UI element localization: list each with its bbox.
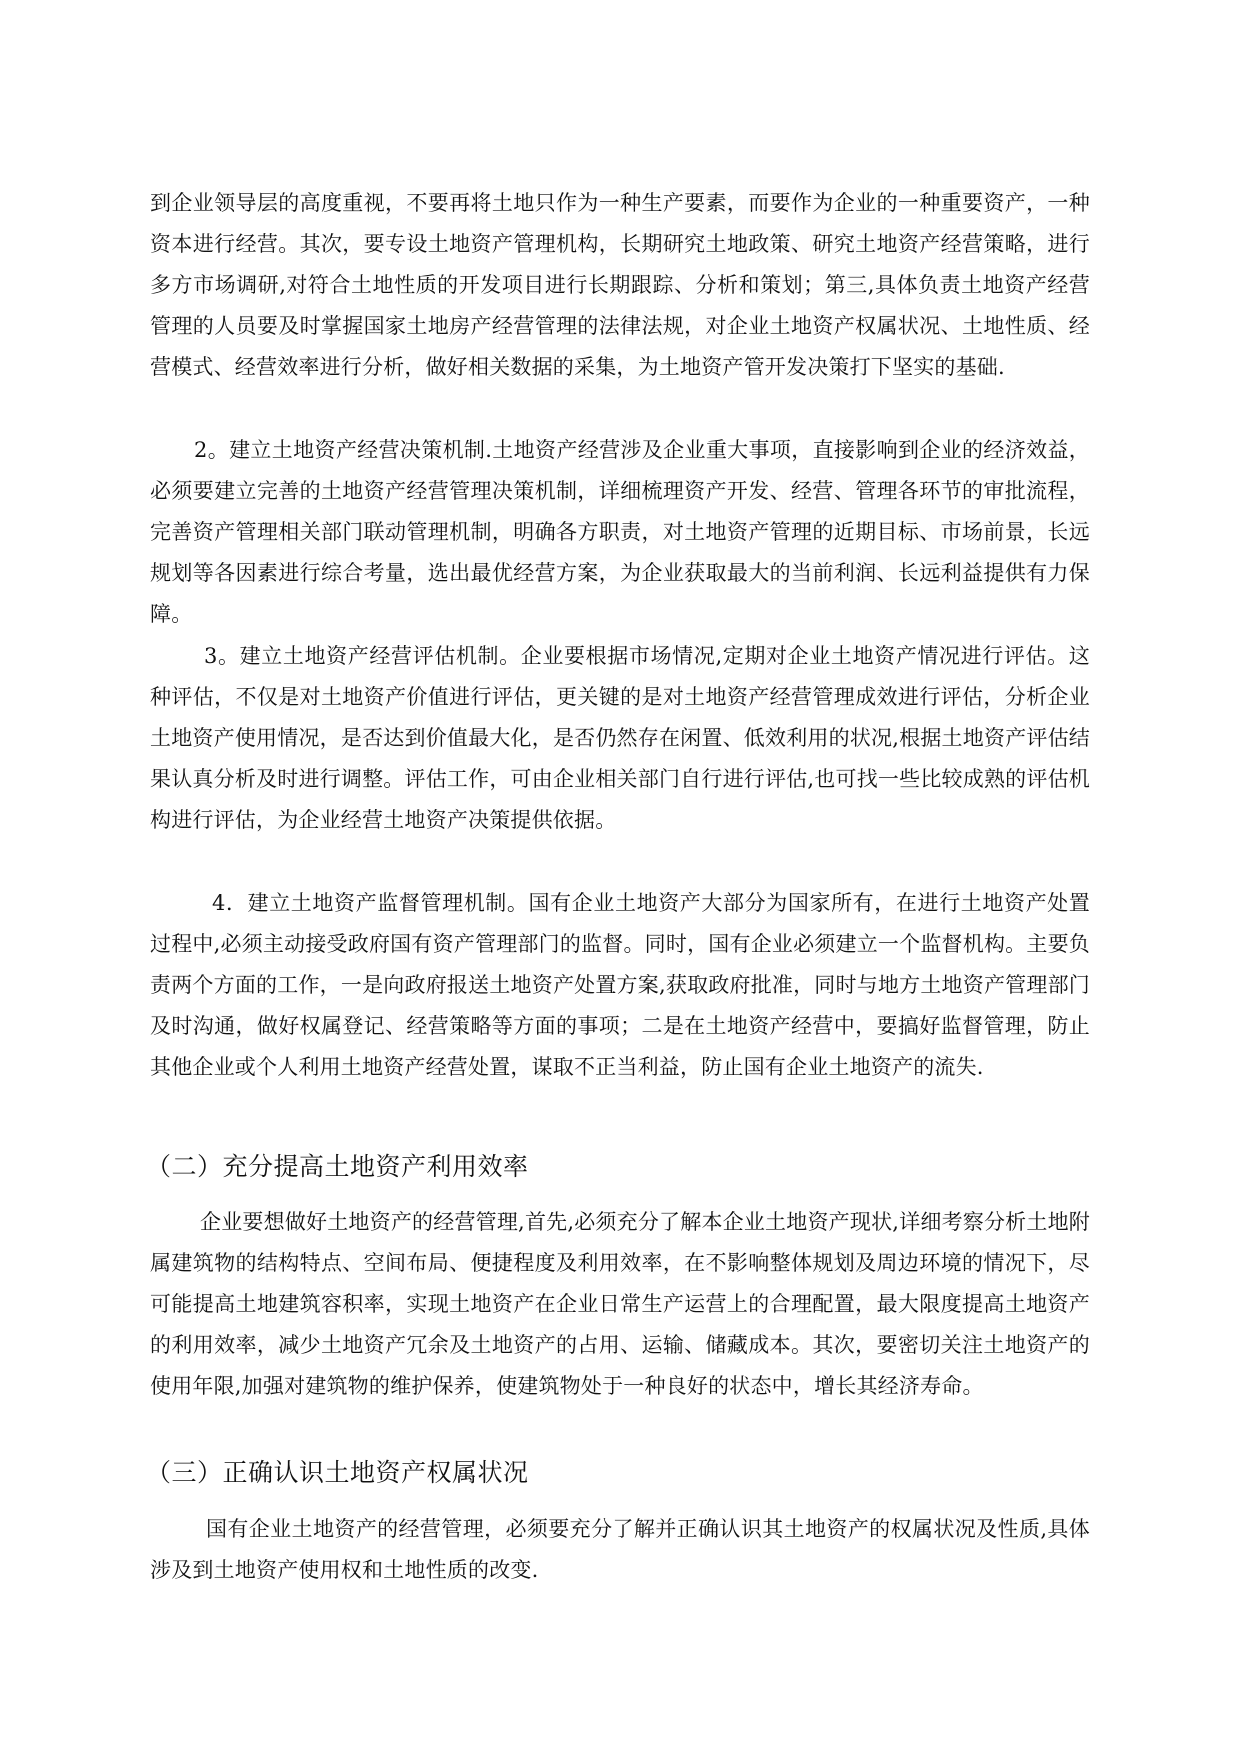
section-heading-3: （三）正确认识土地资产权属状况 [146, 1458, 529, 1487]
paragraph-continued: 到企业领导层的高度重视，不要再将土地只作为一种生产要素，而要作为企业的一种重要资产，一种资本进行经营。其次，要专设土地资产管理机构，长期研究土地政策、研究土地资产经营策略，进行多方市场调研,对符合土地性质的开发项目进行长期跟踪、分析和策划；第三,具体负责土地资产经营管理的人员要及时掌握国家土地房产经营管理的法律法规，对企业土地资产权属状况、土地性质、经营模式、经营效率进行分析，做好相关数据的采集，为土地资产管开发决策打下坚实的基础. [150, 191, 1090, 379]
paragraph-section-2: 企业要想做好土地资产的经营管理,首先,必须充分了解本企业土地资产现状,详细考察分析土地附属建筑物的结构特点、空间布局、便捷程度及利用效率，在不影响整体规划及周边环境的情况下，尽可能提高土地建筑容积率，实现土地资产在企业日常生产运营上的合理配置，最大限度提高土地资产的利用效率，减少土地资产冗余及土地资产的占用、运输、储藏成本。其次，要密切关注土地资产的使用年限,加强对建筑物的维护保养，使建筑物处于一种良好的状态中，增长其经济寿命。 [150, 1210, 1090, 1398]
section-heading-2: （二）充分提高土地资产利用效率 [146, 1152, 529, 1181]
paragraph-item-2: 2。建立土地资产经营决策机制.土地资产经营涉及企业重大事项，直接影响到企业的经济效益，必须要建立完善的土地资产经营管理决策机制，详细梳理资产开发、经营、管理各环节的审批流程，完善资产管理相关部门联动管理机制，明确各方职责，对土地资产管理的近期目标、市场前景，长远规划等各因素进行综合考量，选出最优经营方案，为企业获取最大的当前利润、长远利益提供有力保障。 [150, 438, 1090, 626]
paragraph-item-3: 3。建立土地资产经营评估机制。企业要根据市场情况,定期对企业土地资产情况进行评估。这种评估，不仅是对土地资产价值进行评估，更关键的是对土地资产经营管理成效进行评估，分析企业土地资产使用情况，是否达到价值最大化，是否仍然存在闲置、低效利用的状况,根据土地资产评估结果认真分析及时进行调整。评估工作，可由企业相关部门自行进行评估,也可找一些比较成熟的评估机构进行评估，为企业经营土地资产决策提供依据。 [150, 644, 1090, 832]
paragraph-section-3: 国有企业土地资产的经营管理，必须要充分了解并正确认识其土地资产的权属状况及性质,具体涉及到土地资产使用权和土地性质的改变. [150, 1517, 1090, 1582]
paragraph-item-4: 4．建立土地资产监督管理机制。国有企业土地资产大部分为国家所有，在进行土地资产处置过程中,必须主动接受政府国有资产管理部门的监督。同时，国有企业必须建立一个监督机构。主要负责两个方面的工作，一是向政府报送土地资产处置方案,获取政府批准，同时与地方土地资产管理部门及时沟通，做好权属登记、经营策略等方面的事项；二是在土地资产经营中，要搞好监督管理，防止其他企业或个人利用土地资产经营处置，谋取不正当利益，防止国有企业土地资产的流失. [150, 891, 1090, 1079]
